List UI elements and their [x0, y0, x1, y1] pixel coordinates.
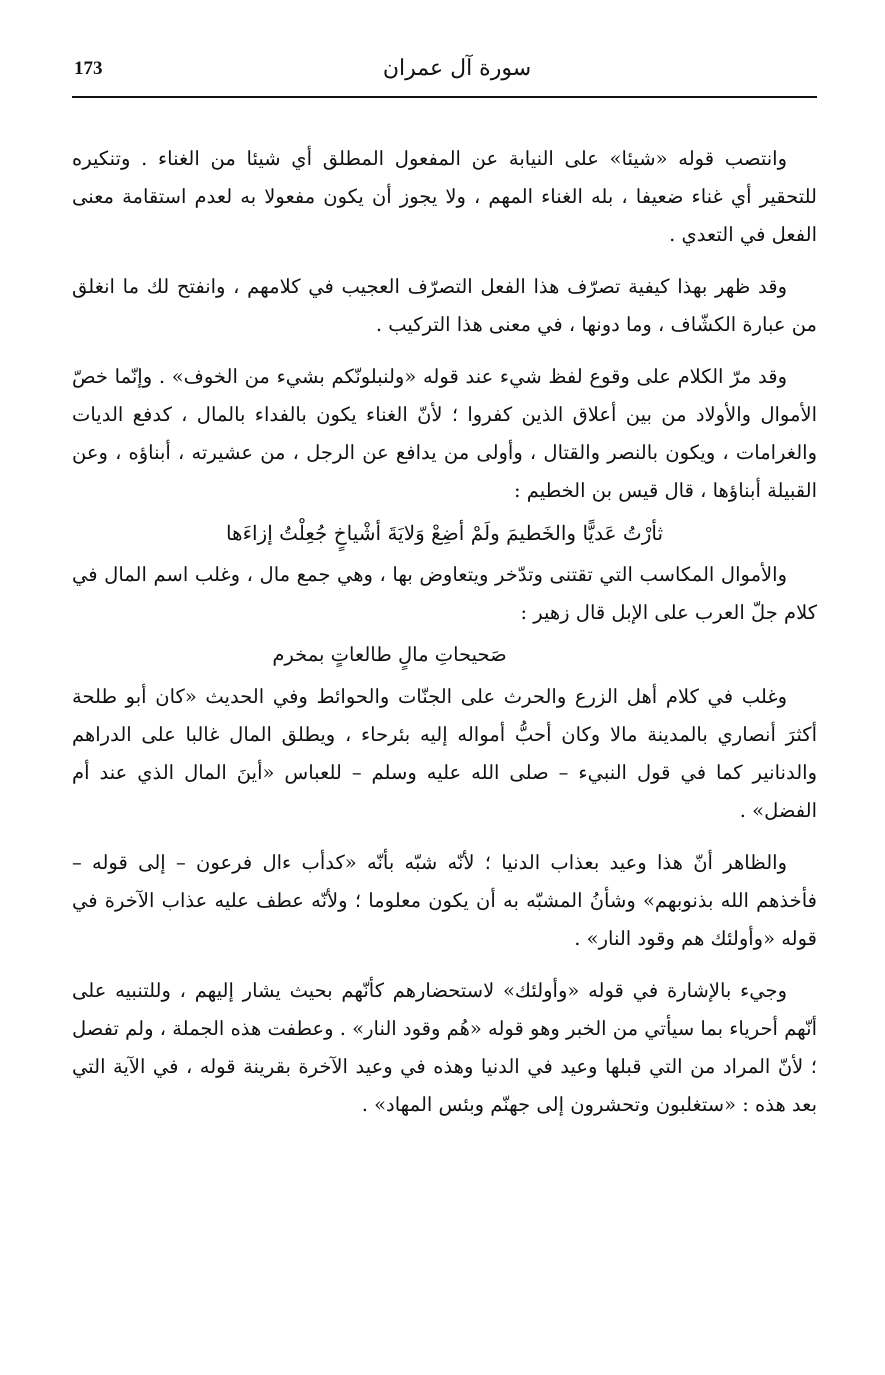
paragraph-7-text: وجيء بالإشارة في قوله «وأولئك» لاستحضارهم كأنّهم بحيث يشار إليهم ، وللتنبيه على أنّهم أحرياء بما سيأتي من الخبر وهو قوله «هُم وقود النار» . وعطفت هذه الجملة ، ولم تفصل ؛ لأنّ المراد من التي قبلها وعيد في الدنيا وهذه في وعيد الآخرة بقرينة قوله ، في الآية التي بعد هذه : «ستغلبون وتحشرون إلى جهنّم وبئس المهاد» . — [72, 979, 817, 1116]
paragraph-5 — [72, 678, 817, 830]
paragraph-3 — [72, 358, 817, 510]
verse-zuhayr: صَحيحاتِ مالٍ طالعاتٍ بمخرم — [272, 643, 507, 666]
paragraph-3-text: وقد مرّ الكلام على وقوع لفظ شيء عند قوله «ولنبلونّكم بشيء من الخوف» . وإنّما خصّ الأموال والأولاد من بين أعلاق الذين كفروا ؛ لأنّ الغناء يكون بالفداء بالمال ، كدفع الديات والغرامات ، ويكون بالنصر والقتال ، وأولى من يدافع عن الرجل ، من عشيرته ، أبناؤه ، وعن القبيلة أبناؤها ، قال قيس بن الخطيم : — [72, 365, 817, 502]
paragraph-6-text: والظاهر أنّ هذا وعيد بعذاب الدنيا ؛ لأنّه شبّه بأنّه «كدأب ءال فرعون – إلى قوله – فأخذهم الله بذنوبهم» وشأنُ المشبّه به أن يكون معلوما ؛ ولأنّه عطف عليه عذاب الآخرة في قوله «وأولئك هم وقود النار» . — [72, 851, 817, 950]
paragraph-4-text: والأموال المكاسب التي تقتنى وتدّخر ويتعاوض بها ، وهي جمع مال ، وغلب اسم المال في كلام جلّ العرب على الإبل قال زهير : — [72, 563, 817, 624]
paragraph-1 — [72, 140, 817, 254]
paragraph-2-text: وقد ظهر بهذا كيفية تصرّف هذا الفعل التصرّف العجيب في كلامهم ، وانفتح لك ما انغلق من عبارة الكشّاف ، وما دونها ، في معنى هذا التركيب . — [72, 275, 817, 336]
verse-qays: ثأرْتُ عَديًّا والخَطيمَ ولَمْ أضِعْ وَلايَةَ أشْياخٍ جُعِلْتُ إزاءَها — [225, 521, 664, 545]
paragraph-5-text: وغلب في كلام أهل الزرع والحرث على الجنّات والحوائط وفي الحديث «كان أبو طلحة أكثرَ أنصاري بالمدينة مالا وكان أحبُّ أمواله إليه بئرحاء ، ويطلق المال غالبا على الدراهم والدنانير كما في قول النبيء – صلى الله عليه وسلم – للعباس «أينَ المال الذي عند أم الفضل» . — [72, 685, 817, 822]
paragraph-4 — [72, 556, 817, 632]
paragraph-1-text: وانتصب قوله «شيئا» على النيابة عن المفعول المطلق أي شيئا من الغناء . وتنكيره للتحقير أي غناء ضعيفا ، بله الغناء المهم ، ولا يجوز أن يكون مفعولا به لعدم استقامة معنى الفعل في التعدي . — [72, 147, 817, 246]
header-rule — [72, 96, 817, 98]
body-text — [72, 140, 817, 1124]
page-header — [72, 52, 817, 92]
paragraph-2 — [72, 268, 817, 344]
running-head: سورة آل عمران — [382, 56, 532, 81]
paragraph-6 — [72, 844, 817, 958]
paragraph-7 — [72, 972, 817, 1124]
page-number: 173 — [74, 58, 103, 79]
